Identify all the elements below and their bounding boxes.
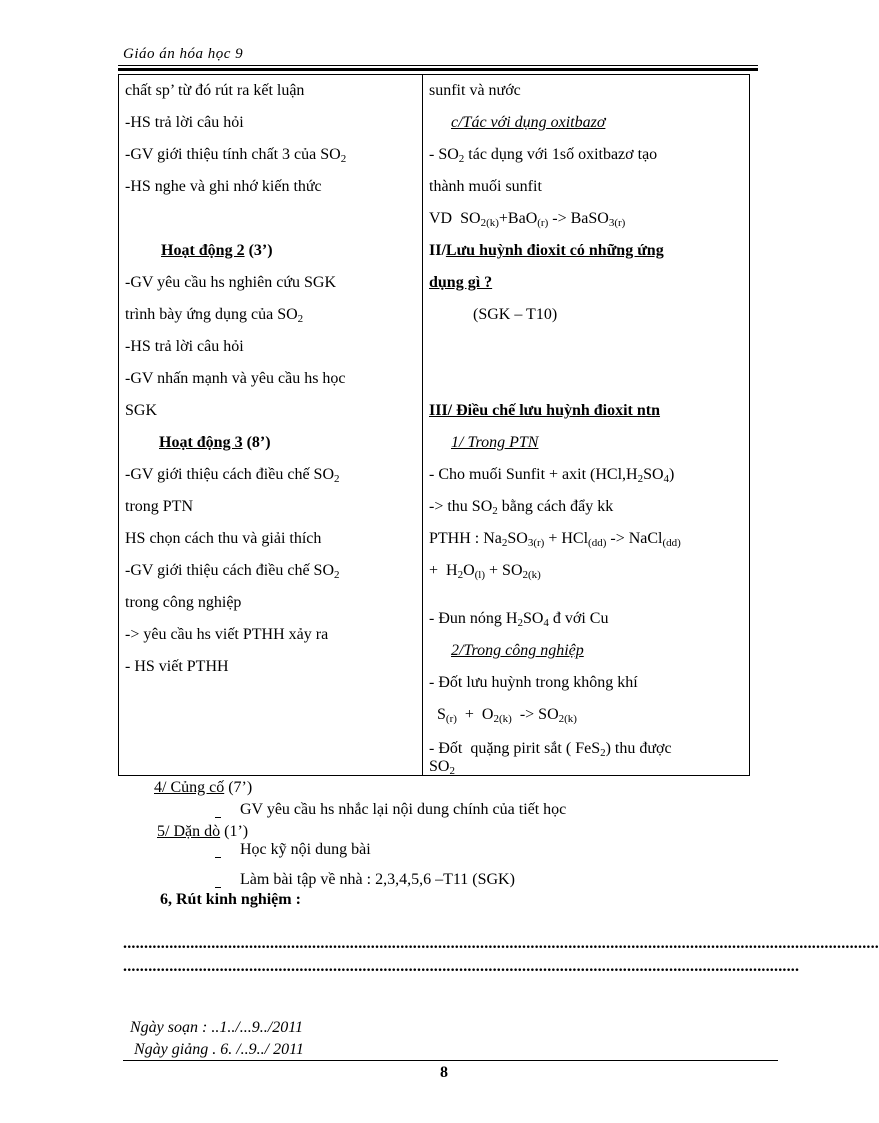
left-line: -HS trả lời câu hỏi [125,114,244,131]
reaction-equation-cont: + $H_2O_{(l)} + SO_{2(k)}$ [429,562,541,581]
header-title: Giáo án hóa học 9 [123,46,244,62]
left-line: -GV giới thiệu tính chất 3 của $SO_2$ [125,146,347,165]
footer-rule [123,1060,778,1061]
left-line: -> yêu cầu hs viết PTHH xảy ra [125,626,329,643]
section-4-heading: 4/ Củng cố (7’) [154,779,253,796]
right-line: sunfit và nước [429,82,521,99]
bullet-icon [215,817,221,818]
activity-2-heading: Hoạt động 2 (3’) [161,242,273,259]
sgk-reference: (SGK – T10) [473,306,558,323]
teaching-date: Ngày giảng . 6. /..9../ 2011 [134,1041,304,1058]
left-line: SGK [125,402,158,419]
reaction-example: VD $SO_{2(k)}+BaO_{(r)}$ -> BaSO$_{3(r)}$ [429,210,626,229]
bullet-icon [215,887,221,888]
right-line: - $SO_2$ tác dụng với 1số oxitbazơ tạo [429,146,658,165]
dotted-line: .................................................................................................................................................................................... [123,935,879,952]
subheading-c: c/Tác với dụng oxitbazơ [451,114,606,131]
section-ii-heading: II/Lưu huỳnh đioxit có những ứng [429,242,664,259]
left-line: -GV giới thiệu cách điều chế $SO_2$ [125,562,340,581]
left-line: -GV yêu cầu hs nghiên cứu SGK [125,274,337,291]
section-4-item: GV yêu cầu hs nhắc lại nội dung chính của tiết học [240,801,567,818]
page-number: 8 [440,1064,448,1081]
bullet-icon [215,857,221,858]
reaction-equation: $S_{(r)} + O_{2(k)} -> SO_{2(k)}$ [437,706,577,725]
left-line: HS chọn cách thu và giải thích [125,530,322,547]
subheading-ptn: 1/ Trong PTN [451,434,539,451]
section-ii-heading-cont: dụng gì ? [429,274,493,291]
right-line: - Cho muối Sunfit + axit $(HCl,H_2SO_4)$ [429,466,675,485]
preparation-date: Ngày soạn : ..1../...9../2011 [130,1019,304,1036]
dotted-line: ................................................................................................................................................................. [123,958,800,975]
right-line: - Đốt quặng pirit sắt ( FeS$_2$) thu được [429,740,672,759]
section-5-item: Làm bài tập về nhà : 2,3,4,5,6 –T11 (SGK) [240,871,515,888]
section-iii-heading: III/ Điều chế lưu huỳnh đioxit ntn [429,402,661,419]
left-line: -HS nghe và ghi nhớ kiến thức [125,178,322,195]
lesson-table [118,74,750,776]
left-line: - HS viết PTHH [125,658,229,675]
left-line: -GV nhấn mạnh và yêu cầu hs học [125,370,346,387]
header-rule-thin [118,65,758,66]
right-line: - Đốt lưu huỳnh trong không khí [429,674,638,691]
reaction-equation: PTHH : $Na_2SO_{3(r)} + HCl_{(dd)}$ -> NaCl$_{(dd)}$ [429,530,681,549]
section-5-item: Học kỹ nội dung bài [240,841,371,858]
left-line: -GV giới thiệu cách điều chế $SO_2$ [125,466,340,485]
section-5-heading: 5/ Dặn dò (1’) [157,823,249,840]
header-rule-thick [118,68,758,71]
right-line: - Đun nóng $H_2SO_4$ đ với Cu [429,610,609,629]
left-line: trình bày ứng dụng của $SO_2$ [125,306,304,325]
left-line: -HS trả lời câu hỏi [125,338,244,355]
left-line: chất sp’ từ đó rút ra kết luận [125,82,305,99]
right-line: -> thu $SO_2$ bằng cách đẩy kk [429,498,614,517]
left-line: trong công nghiệp [125,594,242,611]
right-line: $SO_2$ [429,758,455,777]
right-line: thành muối sunfit [429,178,542,195]
section-6-heading: 6, Rút kinh nghiệm : [160,891,301,908]
subheading-industry: 2/Trong công nghiệp [451,642,584,659]
left-line: trong PTN [125,498,193,515]
column-divider [422,75,423,775]
activity-3-heading: Hoạt động 3 (8’) [159,434,271,451]
